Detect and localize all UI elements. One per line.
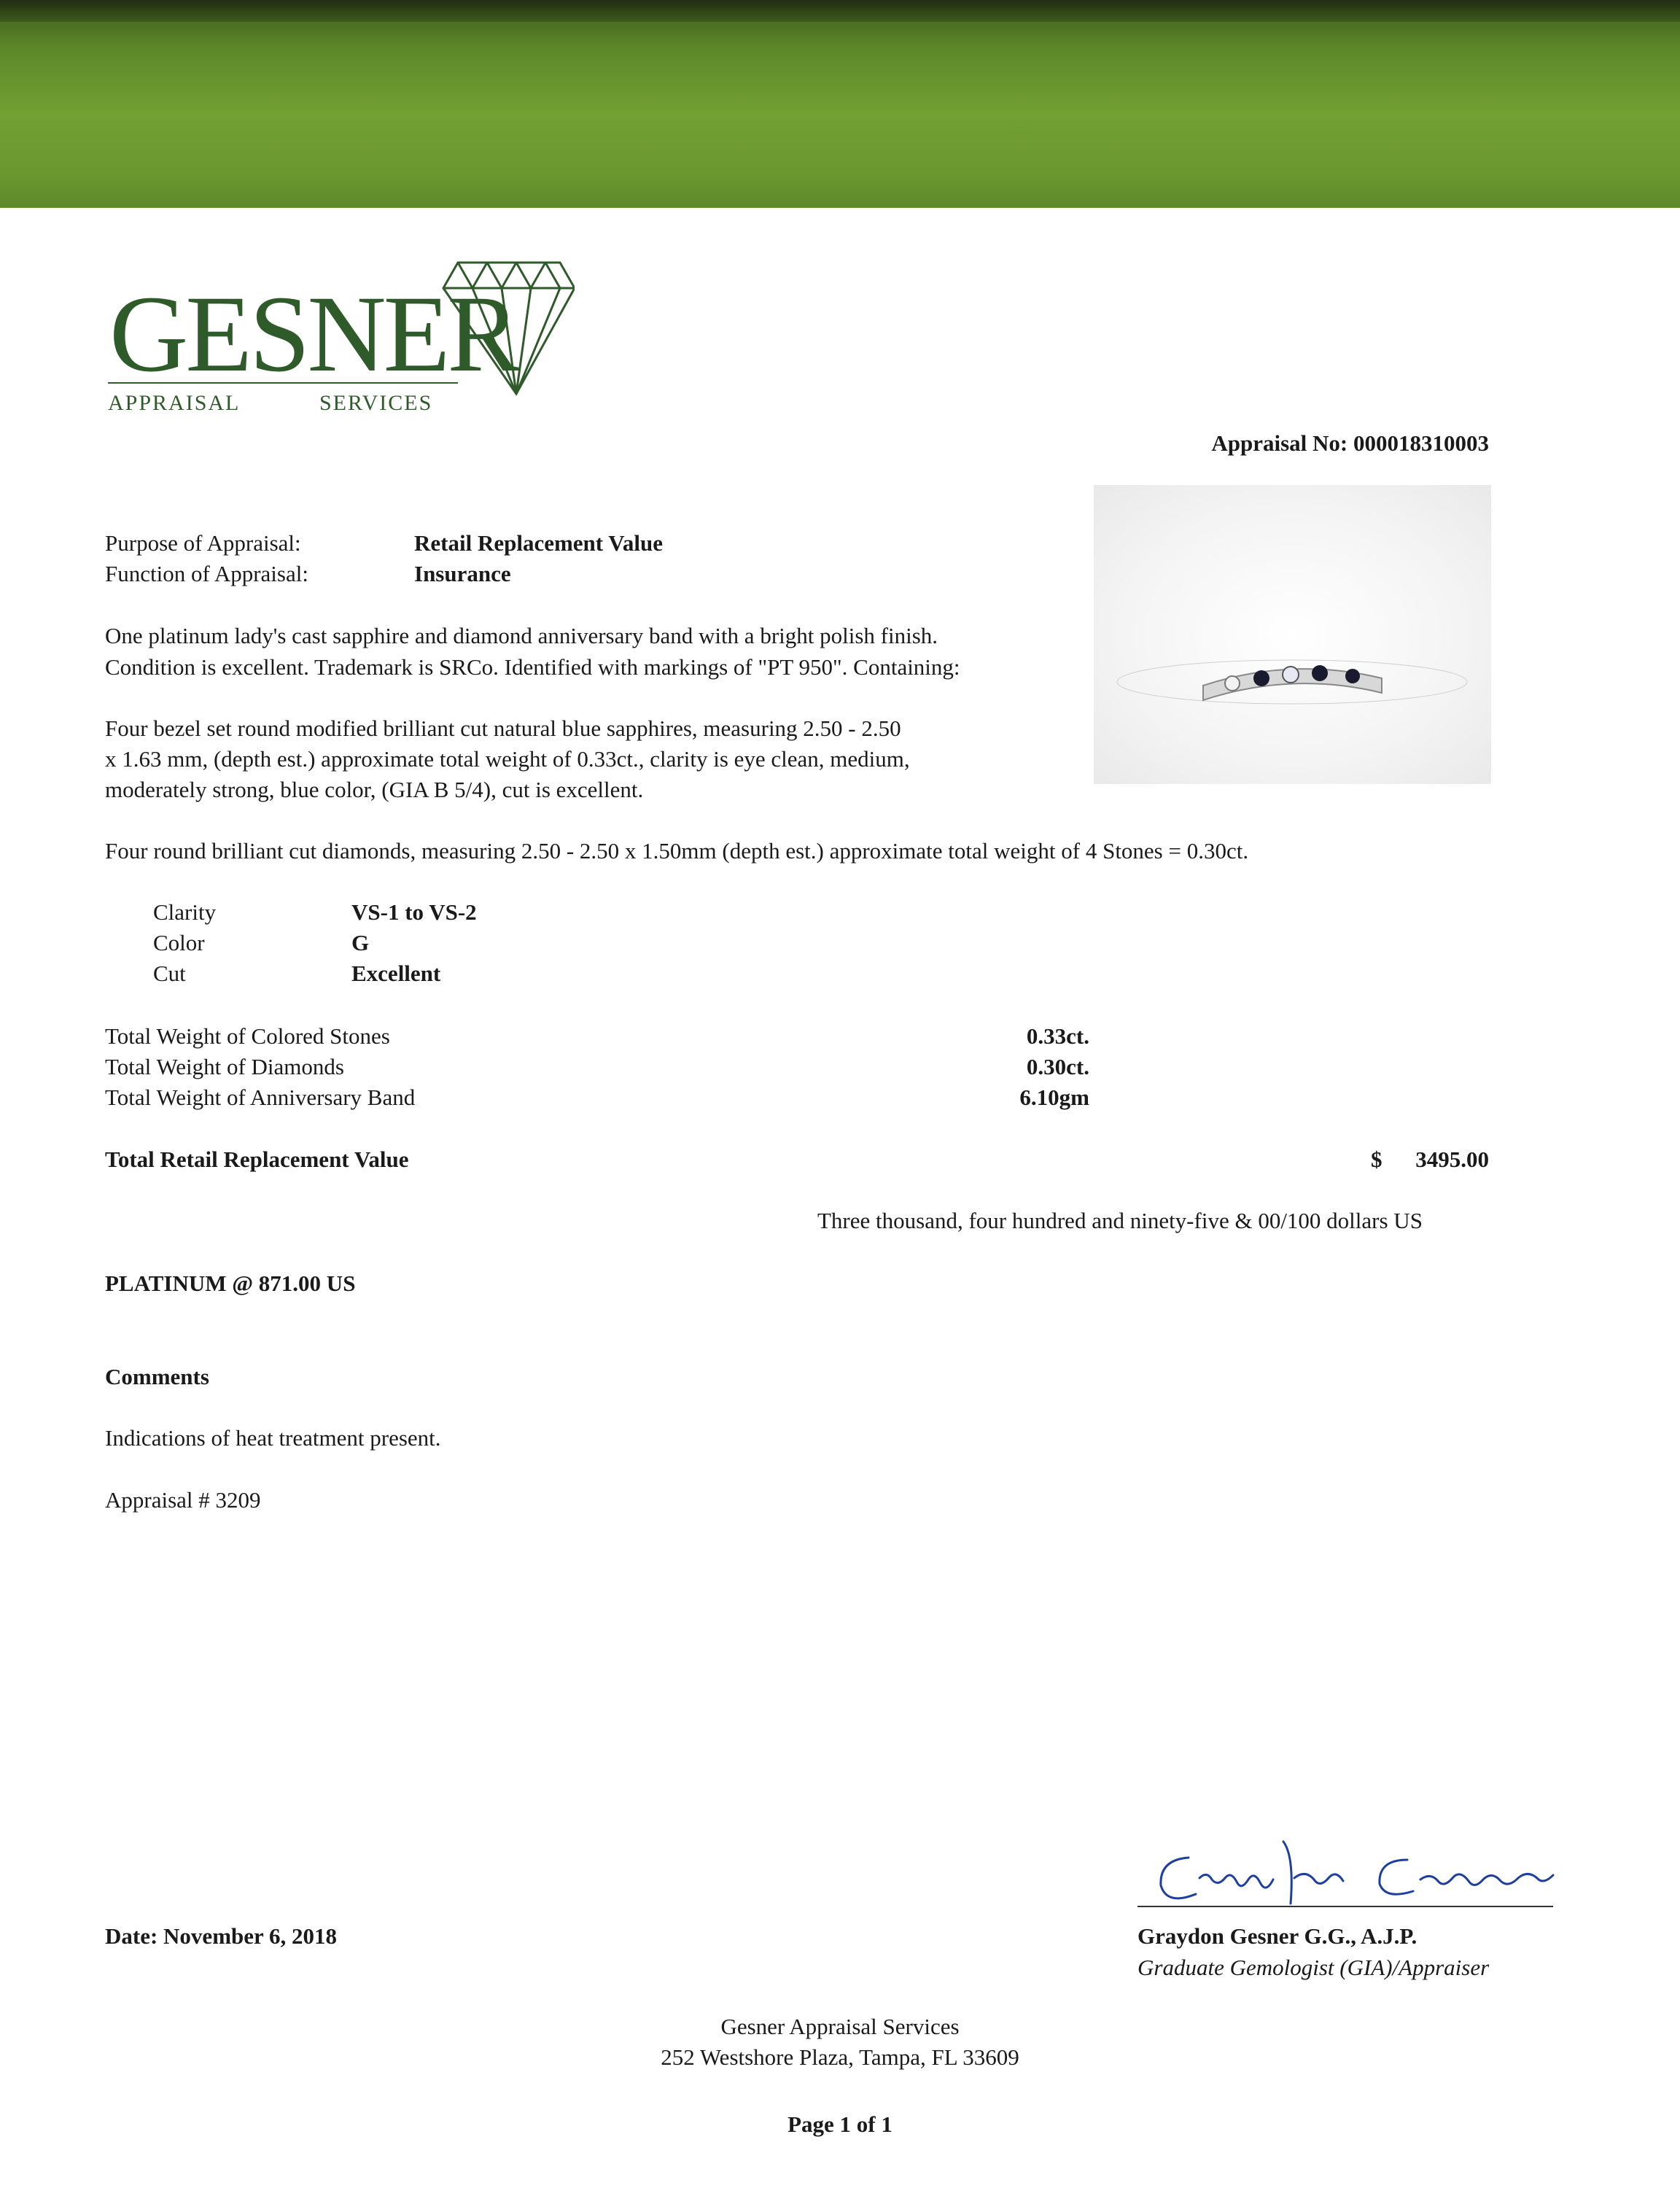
footer-address: 252 Westshore Plaza, Tampa, FL 33609 — [661, 2044, 1019, 2070]
diamonds-weight-value: 0.30ct. — [1026, 1054, 1089, 1079]
clarity-label: Clarity — [153, 899, 217, 925]
handwritten-signature — [1145, 1827, 1575, 1907]
page-number: Page 1 of 1 — [788, 2111, 892, 2137]
appraiser-title: Graduate Gemologist (GIA)/Appraiser — [1138, 1955, 1490, 1980]
color-value: G — [351, 930, 370, 955]
ring-photo — [1094, 485, 1491, 784]
description-line-2: Condition is excellent. Trademark is SRCo. Identified with markings of "PT 950". Containing: — [105, 654, 960, 680]
total-currency: $ — [1371, 1147, 1382, 1172]
signature-line — [1138, 1906, 1553, 1907]
purpose-label: Purpose of Appraisal: — [105, 530, 301, 556]
description-line-1: One platinum lady's cast sapphire and diamond anniversary band with a bright polish finish. — [105, 623, 938, 648]
appraisal-number: Appraisal No: 000018310003 — [1211, 430, 1489, 456]
logo-services: SERVICES — [319, 391, 433, 415]
sapphire-line-1: Four bezel set round modified brilliant cut natural blue sapphires, measuring 2.50 - 2.50 — [105, 715, 901, 741]
header-green-band — [0, 0, 1680, 208]
function-value: Insurance — [414, 561, 511, 586]
diamonds-weight-label: Total Weight of Diamonds — [105, 1054, 344, 1079]
sapphire-line-2: x 1.63 mm, (depth est.) approximate total weight of 0.33ct., clarity is eye clean, medium, — [105, 746, 910, 772]
appraiser-name: Graydon Gesner G.G., A.J.P. — [1138, 1923, 1418, 1949]
comments-heading: Comments — [105, 1364, 209, 1389]
comments-text: Indications of heat treatment present. — [105, 1425, 441, 1451]
logo-appraisal: APPRAISAL — [108, 391, 241, 415]
platinum-price: PLATINUM @ 871.00 US — [105, 1270, 356, 1296]
function-label: Function of Appraisal: — [105, 561, 308, 586]
gesner-logo — [108, 248, 575, 423]
band-weight-label: Total Weight of Anniversary Band — [105, 1085, 416, 1110]
cut-label: Cut — [153, 961, 186, 986]
diamond-line-1: Four round brilliant cut diamonds, measuring 2.50 - 2.50 x 1.50mm (depth est.) approximate total weight of 4 Stones = 0.30ct. — [105, 838, 1249, 864]
color-label: Color — [153, 930, 205, 955]
colored-stones-weight-label: Total Weight of Colored Stones — [105, 1023, 390, 1049]
appraisal-reference: Appraisal # 3209 — [105, 1487, 261, 1513]
total-in-words: Three thousand, four hundred and ninety-five & 00/100 dollars US — [817, 1208, 1423, 1233]
total-amount: 3495.00 — [1415, 1147, 1489, 1172]
colored-stones-weight-value: 0.33ct. — [1026, 1023, 1089, 1049]
total-value-label: Total Retail Replacement Value — [105, 1147, 409, 1172]
band-weight-value: 6.10gm — [1019, 1085, 1089, 1110]
sapphire-line-3: moderately strong, blue color, (GIA B 5/4), cut is excellent. — [105, 777, 644, 802]
purpose-value: Retail Replacement Value — [414, 530, 663, 556]
cut-value: Excellent — [351, 961, 441, 986]
logo-wordmark: GESNER — [109, 274, 518, 395]
footer-company: Gesner Appraisal Services — [720, 2014, 960, 2039]
appraisal-date: Date: November 6, 2018 — [105, 1923, 337, 1949]
clarity-value: VS-1 to VS-2 — [351, 899, 477, 925]
